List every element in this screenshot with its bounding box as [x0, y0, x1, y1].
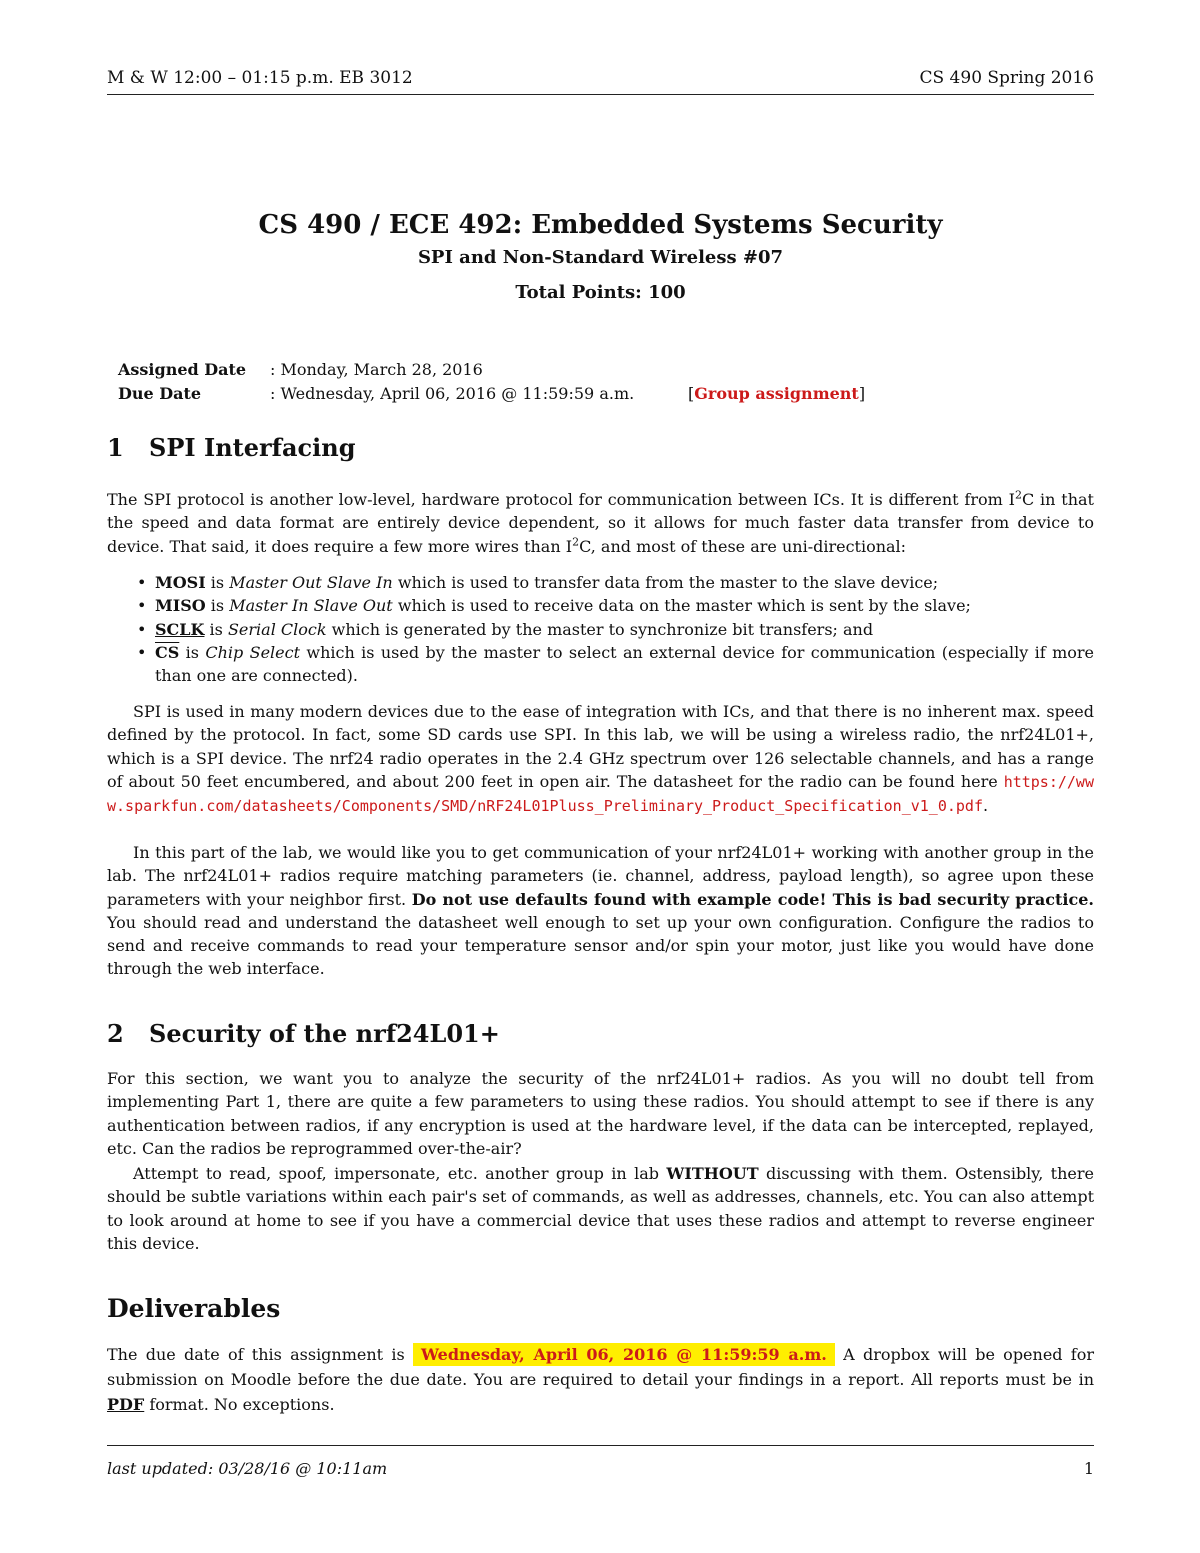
- intro-text-b: C in that the speed and data format are entirely device dependent, so it allows for much faster data transfer from device to device. That said, it does require a few more wires than I: [107, 490, 1094, 556]
- header-course: CS 490 Spring 2016: [919, 68, 1094, 88]
- section-2-heading: [107, 1019, 500, 1048]
- course-title: CS 490 / ECE 492: Embedded Systems Security: [258, 210, 943, 240]
- bullet-icon: •: [137, 619, 147, 639]
- assigned-date-row: [118, 358, 878, 382]
- intro-text-c: C, and most of these are uni-directional:: [579, 536, 907, 556]
- footer-rule: [107, 1445, 1094, 1446]
- signal-is: is: [205, 596, 230, 616]
- running-header: [107, 68, 1094, 95]
- list-item: [107, 571, 1094, 594]
- section-1-heading: [107, 433, 355, 462]
- signal-expansion: Master Out Slave In: [229, 573, 393, 592]
- bullet-icon: •: [137, 596, 147, 616]
- signal-description: which is used to transfer data from the master to the slave device;: [392, 573, 939, 592]
- header-schedule: M & W 12:00 – 01:15 p.m. EB 3012: [107, 68, 413, 88]
- signal-term: SCLK: [155, 619, 205, 639]
- signal-expansion: Master In Slave Out: [229, 596, 393, 616]
- section-1-paragraph-3: [107, 841, 1094, 981]
- lab-paragraph-text-a: In this part of the lab, we would like you to get communication of your nrf24L01+ working with another group in the lab. The nrf24L01+ radios require matching parameters (ie. channel, address, payload length), so agree upon these parameters with your neighbor first.: [107, 843, 1094, 909]
- attack-text-b: discussing with them. Ostensibly, there should be subtle variations within each pair's set of commands, as well as addresses, channels, etc. You can also attempt to look around at home to see if you have a commercial device that uses these radios and attempt to reverse engineer this device.: [107, 1164, 1094, 1253]
- lab-paragraph-text-b: You should read and understand the datasheet well enough to set up your own configuration. Configure the radios to send and receive commands to read your temperature sensor and/or spin your motor, just like you would have done through the web interface.: [107, 912, 1094, 979]
- group-bracket-close: ]: [858, 384, 866, 403]
- bullet-icon: •: [137, 642, 147, 662]
- group-assignment-tag: [688, 382, 865, 406]
- group-bracket-open: [: [688, 384, 695, 403]
- intro-sup-2: 2: [572, 535, 580, 549]
- signal-description: which is used to receive data on the master which is sent by the slave;: [392, 596, 971, 616]
- deliverables-text-b: A dropbox will be opened for submission on Moodle before the due date. You are required to detail your findings in a report. All reports must be in: [107, 1345, 1095, 1389]
- due-date-highlight: Wednesday, April 06, 2016 @ 11:59:59 a.m.: [413, 1343, 835, 1366]
- section-2-title: Security of the nrf24L01+: [149, 1019, 500, 1048]
- pdf-format: PDF: [107, 1395, 145, 1414]
- section-2-number: 2: [107, 1019, 124, 1048]
- without-emphasis: WITHOUT: [666, 1164, 759, 1183]
- deliverables-text-c: format. No exceptions.: [144, 1395, 335, 1414]
- section-1-number: 1: [107, 433, 124, 462]
- total-points: Total Points: 100: [515, 282, 686, 303]
- datasheet-link[interactable]: https://www.sparkfun.com/datasheets/Components/SMD/nRF24L01Pluss_Preliminary_Product_Specification_v1_0.pdf: [107, 772, 1094, 816]
- last-updated: last updated: 03/28/16 @ 10:11am: [107, 1459, 388, 1478]
- section-1-title: SPI Interfacing: [149, 433, 356, 462]
- section-2-paragraph-1: For this section, we want you to analyze the security of the nrf24L01+ radios. As you will no doubt tell from implementing Part 1, there are quite a few parameters to using these radios. You should attempt to see if there is any authentication between radios, if any encryption is used at the hardware level, if the data can be intercepted, replayed, etc. Can the radios be reprogrammed over-the-air?: [107, 1069, 1094, 1158]
- spi-paragraph-end: .: [982, 796, 989, 816]
- signal-is: is: [204, 619, 228, 639]
- intro-text-a: The SPI protocol is another low-level, hardware protocol for communication between ICs. It is different from I: [107, 490, 1015, 509]
- list-item: [107, 641, 1094, 688]
- dates-table: [118, 358, 878, 406]
- group-assignment-text: Group assignment: [694, 384, 859, 403]
- page-number: 1: [1083, 1459, 1094, 1478]
- due-date-row: [118, 382, 878, 406]
- list-item: [107, 618, 1094, 641]
- assigned-date-value: : Monday, March 28, 2016: [270, 360, 483, 379]
- list-item: [107, 594, 1094, 617]
- signal-term: MOSI: [155, 573, 206, 592]
- deliverables-text-a: The due date of this assignment is: [107, 1345, 413, 1364]
- lab-title: SPI and Non-Standard Wireless #07: [417, 247, 784, 268]
- signal-expansion: Chip Select: [205, 642, 301, 662]
- deliverables-heading: Deliverables: [107, 1294, 281, 1323]
- signal-description: which is used by the master to select an external device for communication (especially if more than one are connected).: [155, 642, 1094, 686]
- due-date-label: Due Date: [118, 384, 202, 403]
- section-2-paragraph-2: [107, 1162, 1094, 1255]
- intro-sup-1: 2: [1014, 488, 1022, 502]
- assigned-date-label: Assigned Date: [118, 360, 247, 379]
- section-1-intro: [107, 488, 1094, 558]
- attack-text-a: Attempt to read, spoof, impersonate, etc. another group in lab: [133, 1164, 667, 1183]
- signal-term: $\overline{CS}$: [155, 642, 180, 662]
- signal-is: is: [179, 642, 206, 662]
- section-1-paragraph-2: [107, 700, 1094, 818]
- signal-expansion: Serial Clock: [227, 619, 327, 639]
- spi-signal-list: [107, 571, 1094, 687]
- spi-paragraph-text: SPI is used in many modern devices due to the ease of integration with ICs, and that there is no inherent max. speed defined by the protocol. In fact, some SD cards use SPI. In this lab, we will be using a wireless radio, the nrf24L01+, which is a SPI device. The nrf24 radio operates in the 2.4 GHz spectrum over 126 selectable channels, and has a range of about 50 feet encumbered, and about 200 feet in open air. The datasheet for the radio can be found here: [107, 702, 1094, 791]
- signal-term: MISO: [155, 596, 206, 616]
- bullet-icon: •: [137, 573, 147, 592]
- due-date-value: : Wednesday, April 06, 2016 @ 11:59:59 a.m.: [270, 384, 635, 403]
- signal-is: is: [205, 573, 230, 592]
- defaults-warning: Do not use defaults found with example code! This is bad security practice.: [411, 889, 1094, 909]
- signal-description: which is generated by the master to synchronize bit transfers; and: [326, 619, 874, 639]
- deliverables-paragraph: [107, 1342, 1094, 1417]
